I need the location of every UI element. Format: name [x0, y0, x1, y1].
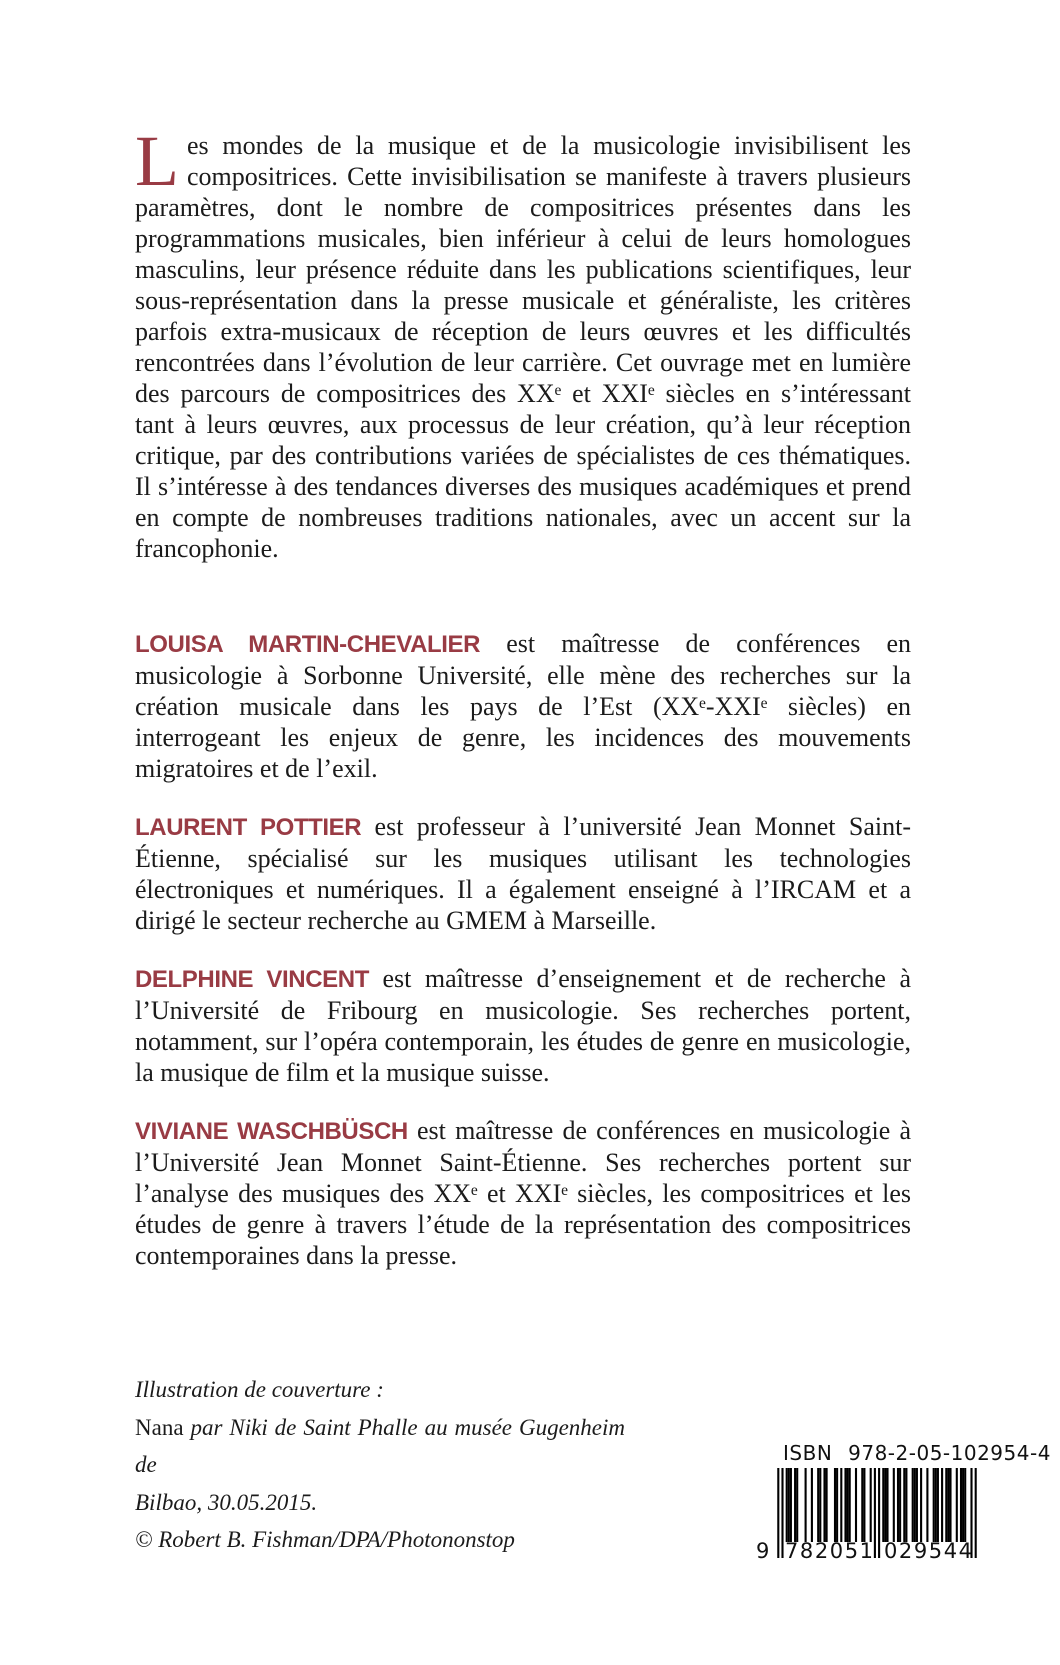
author-bio-text: est maîtresse de conférences en musicologie à Sorbonne Université, elle mène des recherches sur la création musicale dans les pays de l’Est (XXᵉ-XXIᵉ siècles) en interrogeant les enjeux de genre, les incidences des mouvements migratoires et de l’exil.: [135, 629, 911, 783]
credit-location-date: Bilbao, 30.05.2015.: [135, 1489, 318, 1515]
barcode-digit: 5: [844, 1539, 859, 1563]
barcode-digits-left: [785, 1539, 873, 1563]
author-name: LOUISA MARTIN-CHEVALIER: [135, 631, 481, 658]
synopsis-text: es mondes de la musique et de la musicologie invisibilisent les compositrices. Cette invisibilisation se manifeste à travers plusieurs paramètres, dont le nombre de compositrices présentes dans les programmations musicales, bien inférieur à celui de leurs homologues masculins, leur présence réduite dans les publications scientifiques, leur sous-représentation dans la presse musicale et généraliste, les critères parfois extra-musicaux de réception de leurs œuvres et les difficultés rencontrées dans l’évolution de leur carrière. Cet ouvrage met en lumière des parcours de compositrices des XXᵉ et XXIᵉ siècles en s’intéressant tant à leurs œuvres, aux processus de leur création, qu’à leur réception critique, par des contributions variées de spécialistes de ces thématiques. Il s’intéresse à des tendances diverses des musiques académiques et prend en compte de nombreuses traditions nationales, avec un accent sur la francophonie.: [135, 131, 911, 563]
synopsis-paragraph: [135, 121, 911, 564]
barcode-digit: 2: [814, 1539, 829, 1563]
barcode-digit: 8: [799, 1539, 814, 1563]
barcode-digit: 2: [898, 1539, 913, 1563]
barcode-digit: 5: [928, 1539, 943, 1563]
author-bios: [135, 628, 911, 1298]
isbn-label: ISBN 978-2-05-102954-4: [783, 1441, 1051, 1465]
isbn-barcode-block: [740, 1441, 1051, 1567]
author-bio: [135, 628, 911, 784]
barcode-digit: 7: [785, 1539, 799, 1563]
author-bio-text: est professeur à l’université Jean Monnet Saint-Étienne, spécialisé sur les musiques utilisant les technologies électroniques et numériques. Il a également enseigné à l’IRCAM et a dirigé le secteur recherche au GMEM à Marseille.: [135, 812, 911, 935]
author-name: DELPHINE VINCENT: [135, 966, 369, 993]
barcode-digit: 0: [884, 1539, 898, 1563]
drop-cap-letter: L: [135, 121, 179, 201]
author-bio: [135, 811, 911, 936]
barcode-digit: 9: [913, 1539, 928, 1563]
author-bio-text: est maîtresse d’enseignement et de recherche à l’Université de Fribourg en musicologie. Ses recherches portent, notamment, sur l’opéra contemporain, les études de genre en musicologie, la musique de film et la musique suisse.: [135, 964, 911, 1087]
author-bio-text: est maîtresse de conférences en musicologie à l’Université Jean Monnet Saint-Étienne. Ses recherches portent sur l’analyse des musiques des XXᵉ et XXIᵉ siècles, les compositrices et les études de genre à travers l’étude de la représentation des compositrices contemporaines dans la presse.: [135, 1116, 911, 1270]
credit-artwork-line: [135, 1409, 625, 1484]
author-name: LAURENT POTTIER: [135, 814, 362, 841]
barcode-digit-first: 9: [756, 1539, 770, 1563]
artwork-attribution: par Niki de Saint Phalle au musée Gugenheim de: [135, 1414, 625, 1477]
barcode-digits-right: [884, 1539, 972, 1563]
barcode-digit: 1: [859, 1539, 873, 1563]
artwork-title: Nana: [135, 1414, 184, 1440]
author-name: VIVIANE WASCHBÜSCH: [135, 1118, 408, 1145]
cover-credit: [135, 1371, 625, 1559]
credit-copyright: © Robert B. Fishman/DPA/Photononstop: [135, 1527, 515, 1552]
credit-heading: Illustration de couverture :: [135, 1377, 384, 1402]
author-bio: [135, 963, 911, 1088]
barcode-digit: 4: [943, 1539, 958, 1563]
barcode-digit: 4: [958, 1539, 972, 1563]
author-bio: [135, 1115, 911, 1271]
barcode-digit: 0: [829, 1539, 844, 1563]
